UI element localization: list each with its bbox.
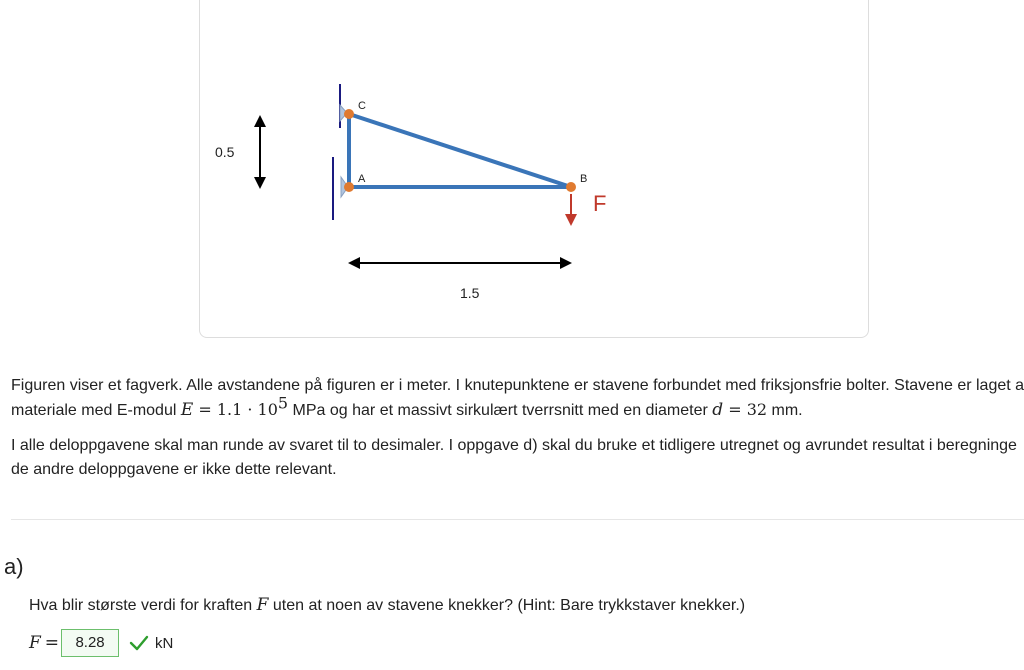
part-a-question [29,593,745,618]
truss-figure [200,0,868,337]
e-modulus-exponent: 5 [277,393,289,413]
description-text: materiale med E-modul [11,402,181,419]
part-a-label: a) [4,554,24,579]
support-c [340,84,347,128]
part-a-answer-row [29,628,173,658]
answer-unit: kN [155,634,174,652]
node-c-label: C [358,100,366,112]
description-text: Figuren viser et fagverk. Alle avstandene på figuren er i meter. I knutepunktene er stavene forbundet med friksjonsfrie bolter. Stavene er laget a [11,377,1024,394]
question-text: uten at noen av stavene knekker? (Hint: Bare trykkstaver knekker.) [268,597,746,614]
node-a-label: A [358,173,366,185]
width-label: 1.5 [460,285,480,301]
instructions-line-1: I alle deloppgavene skal man runde av svaret til to desimaler. I oppgave d) skal du bruke et tidligere utregnet og avrundet resultat i beregninge [11,437,1017,454]
e-modulus-value: = 1.1 · 10 [193,400,278,419]
force-label: F [593,191,607,216]
section-divider [11,519,1024,520]
check-icon [129,635,149,651]
rounding-instructions [11,434,1024,482]
e-modulus-var: E [180,400,194,420]
node-b [566,182,576,192]
force-arrow [565,194,577,226]
description-line-1 [11,374,1024,398]
width-dimension-arrow [348,257,572,269]
diameter-value: = 32 [723,400,768,419]
height-dimension-arrow [254,115,266,189]
node-c [344,109,354,119]
height-label: 0.5 [215,144,235,160]
answer-variable: F [29,633,41,653]
instructions-line-2: de andre deloppgavene er ikke dette relevant. [11,461,337,478]
diameter-var: d [712,400,724,420]
description-text: mm. [767,402,803,419]
problem-description [11,374,1024,423]
node-a [344,182,354,192]
answer-input[interactable]: 8.28 [61,629,119,657]
figure-card [199,0,869,338]
question-text: Hva blir største verdi for kraften [29,597,257,614]
description-text: MPa og har et massivt sirkulært tverrsnitt med en diameter [288,402,713,419]
member-cb [349,114,571,187]
description-line-2 [11,393,1024,423]
node-b-label: B [580,173,588,185]
answer-equals: = [44,633,60,653]
force-var: F [256,595,269,615]
